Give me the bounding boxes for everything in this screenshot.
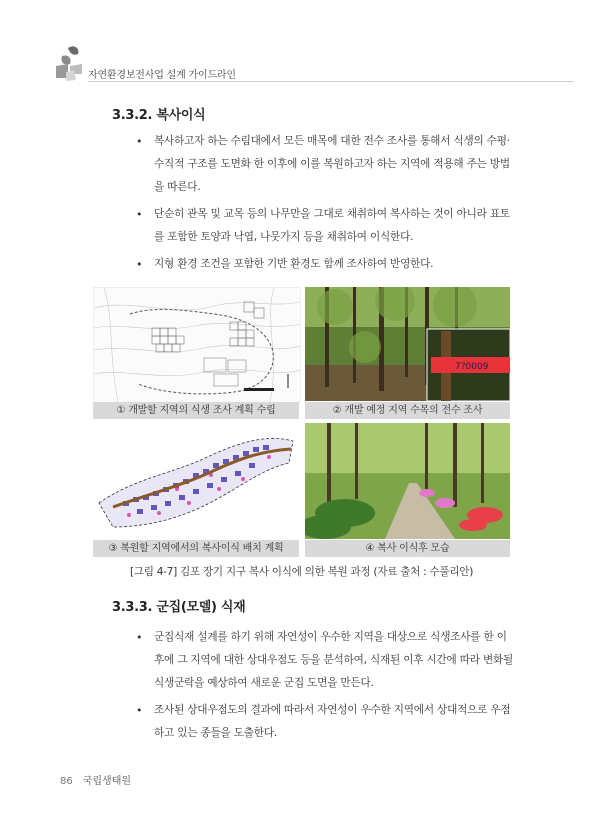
running-header-title: 자연환경보전사업 설계 가이드라인 bbox=[88, 70, 236, 81]
bullet-dot-icon: • bbox=[136, 631, 143, 644]
section-title-3-3-3: 3.3.3. 군집(모델) 식재 bbox=[112, 600, 246, 615]
figure-forest-survey-photo bbox=[305, 287, 510, 401]
panel-caption: ④ 복사 이식후 모습 bbox=[305, 540, 510, 557]
section1-bullet-list bbox=[136, 130, 516, 280]
bullet-dot-icon: • bbox=[136, 208, 143, 221]
figure-survey-map bbox=[93, 287, 301, 403]
panel-caption: ① 개발할 지역의 식생 조사 계획 수립 bbox=[93, 402, 299, 419]
bullet-dot-icon: • bbox=[136, 258, 143, 271]
bullet-item: • 조사된 상대우점도의 결과에 따라서 자연성이 우수한 지역에서 상대적으로 우점하고 있는 종들을 도출한다. bbox=[136, 699, 516, 745]
bullet-dot-icon: • bbox=[136, 704, 143, 717]
bullet-dot-icon: • bbox=[136, 135, 143, 148]
page-header bbox=[54, 44, 574, 84]
figure-transplant-layout-plan bbox=[93, 423, 299, 539]
figure-caption: [그림 4-7] 김포 장기 지구 복사 이식에 의한 복원 과정 (자료 출처 : 수풀리안) bbox=[129, 566, 474, 578]
bullet-item: • 군집식재 설계를 하기 위해 자연성이 우수한 지역을 대상으로 식생조사를 한 이후에 그 지역에 대한 상대우점도 등을 분석하여, 식재된 이후 시간에 따라 변화될 식생군락을 예상하여 새로운 군집 도면을 만든다. bbox=[136, 626, 516, 695]
bullet-item: • 복사하고자 하는 수림대에서 모든 매목에 대한 전수 조사를 통해서 식생의 수평·수직적 구조를 도면화 한 이후에 이를 복원하고자 하는 지역에 적용해 주는 방법을 따른다. bbox=[136, 130, 516, 199]
panel-caption: ③ 복원할 지역에서의 복사이식 배치 계획 bbox=[93, 540, 299, 557]
publisher-name: 국립생태원 bbox=[82, 776, 132, 787]
header-divider bbox=[88, 81, 574, 82]
bullet-item: • 단순히 관목 및 교목 등의 나무만을 그대로 채취하여 복사하는 것이 아니라 표토를 포함한 토양과 낙엽, 나뭇가지 등을 채취하여 이식한다. bbox=[136, 203, 516, 249]
page-footer bbox=[60, 772, 131, 787]
section2-bullet-list bbox=[136, 626, 516, 749]
page-number: 86 bbox=[60, 776, 73, 787]
survey-tag-label: 7?0009 bbox=[455, 362, 489, 372]
figure-after-transplant-photo bbox=[305, 423, 510, 539]
leaf-logo-icon bbox=[54, 44, 88, 82]
section-title-3-3-2: 3.3.2. 복사이식 bbox=[112, 108, 206, 123]
bullet-item: • 지형 환경 조건을 포함한 기반 환경도 함께 조사하여 반영한다. bbox=[136, 253, 516, 276]
panel-caption: ② 개발 예정 지역 수목의 전수 조사 bbox=[305, 402, 510, 419]
